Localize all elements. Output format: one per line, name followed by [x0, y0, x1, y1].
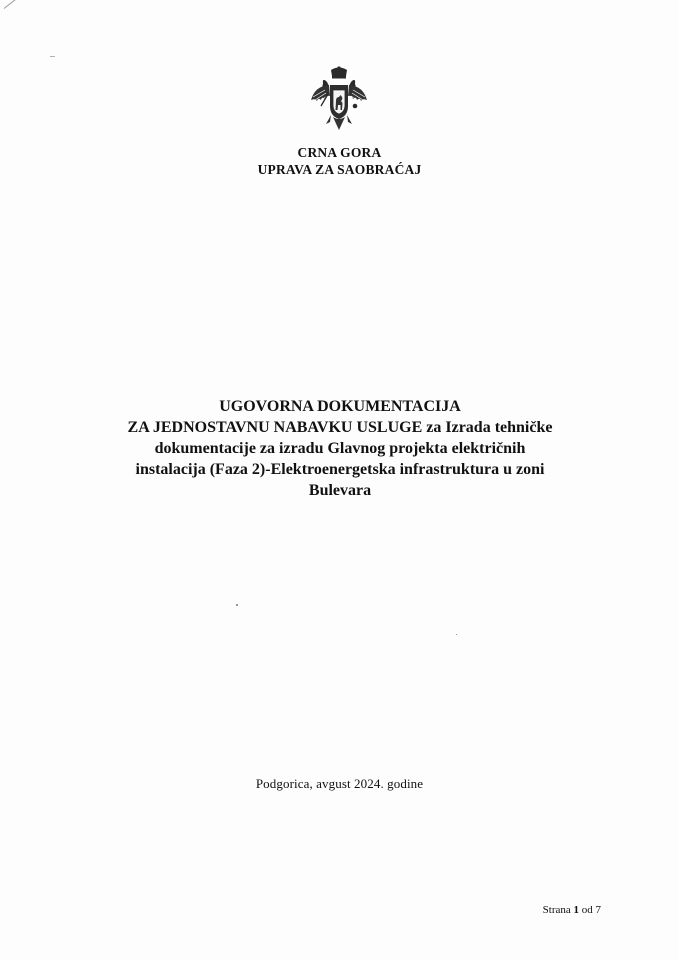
title-line: Bulevara [308, 482, 372, 499]
country-name: CRNA GORA [297, 145, 382, 160]
scan-artifact [456, 634, 457, 635]
title-line: UGOVORNA DOKUMENTACIJA [219, 398, 461, 415]
document-title [60, 396, 620, 501]
page-current: 1 [573, 904, 579, 916]
coat-of-arms-icon [309, 66, 369, 136]
title-line: instalacija (Faza 2)-Elektroenergetska infrastruktura u zoni [135, 461, 545, 478]
institution-name: UPRAVA ZA SAOBRAĆAJ [257, 162, 422, 177]
location-date: Podgorica, avgust 2024. godine [255, 776, 424, 791]
page-label: Strana [542, 904, 571, 916]
scan-artifact [50, 56, 55, 57]
issuer-header [0, 144, 679, 178]
scan-artifact [236, 604, 238, 606]
page-total: 7 [595, 904, 601, 916]
title-line: ZA JEDNOSTAVNU NABAVKU USLUGE za Izrada tehničke [127, 419, 553, 436]
page-of: od [581, 904, 593, 916]
page-number [543, 904, 601, 916]
title-line: dokumentacije za izradu Glavnog projekta električnih [154, 440, 526, 457]
scan-artifact [4, 0, 28, 9]
